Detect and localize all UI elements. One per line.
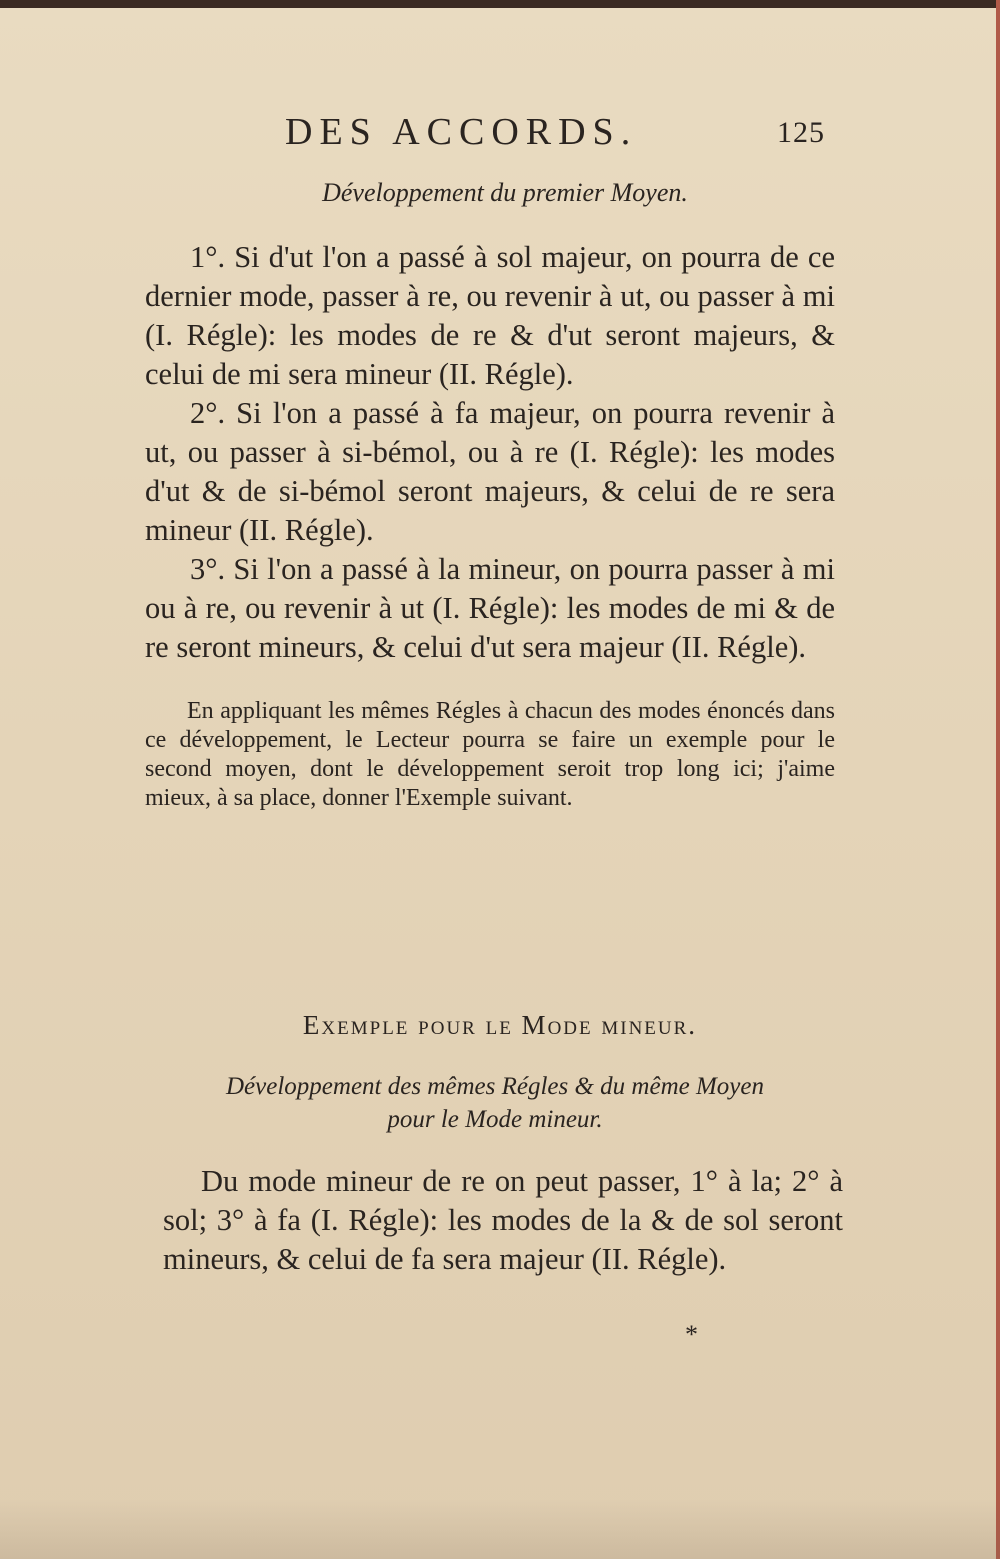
section-subtitle	[145, 1070, 845, 1136]
spacer	[145, 667, 835, 697]
section-subtitle-line-1: Développement des mêmes Régles & du même Moyen	[226, 1073, 764, 1100]
final-paragraph: Du mode mineur de re on peut passer, 1° à la; 2° à sol; 3° à fa (I. Régle): les modes de la & de sol seront mineurs, & celui de fa sera majeur (II. Régle).	[163, 1164, 843, 1276]
section-subtitle-line-2: pour le Mode mineur.	[387, 1106, 603, 1133]
page-right-edge	[996, 0, 1000, 1559]
main-text	[145, 238, 835, 813]
final-text	[163, 1162, 843, 1279]
subheading: Développement du premier Moyen.	[322, 178, 688, 207]
paragraph-2: 2°. Si l'on a passé à fa majeur, on pourra revenir à ut, ou passer à si-bémol, ou à re (I. Régle): les modes d'ut & de si-bémol seront majeurs, & celui de re sera mineur (II. Régle).	[145, 396, 835, 547]
editor-note: En appliquant les mêmes Régles à chacun des modes énoncés dans ce développement, le Lecteur pourra se faire un exemple pour le second moyen, dont le développement seroit trop long ici; j'aime mieux, à sa place, donner l'Exemple suivant.	[145, 698, 835, 811]
catchword: *	[685, 1320, 698, 1349]
section-title-text: Exemple pour le Mode mineur.	[302, 1010, 698, 1040]
page-number: 125	[777, 116, 825, 149]
running-title: DES ACCORDS.	[285, 111, 638, 153]
paragraph-3: 3°. Si l'on a passé à la mineur, on pourra passer à mi ou à re, ou revenir à ut (I. Régle): les modes de mi & de re seront mineurs, & celui d'ut sera majeur (II. Régle).	[145, 552, 835, 664]
section-title	[0, 1010, 1000, 1041]
page-top-edge	[0, 0, 1000, 8]
page-bottom-shade	[0, 1499, 1000, 1559]
page-header	[285, 110, 825, 160]
paragraph-1: 1°. Si d'ut l'on a passé à sol majeur, on pourra de ce dernier mode, passer à re, ou revenir à ut, ou passer à mi (I. Régle): les modes de re & d'ut seront majeurs, & celui de mi sera mineur (II. Régle).	[145, 240, 835, 391]
